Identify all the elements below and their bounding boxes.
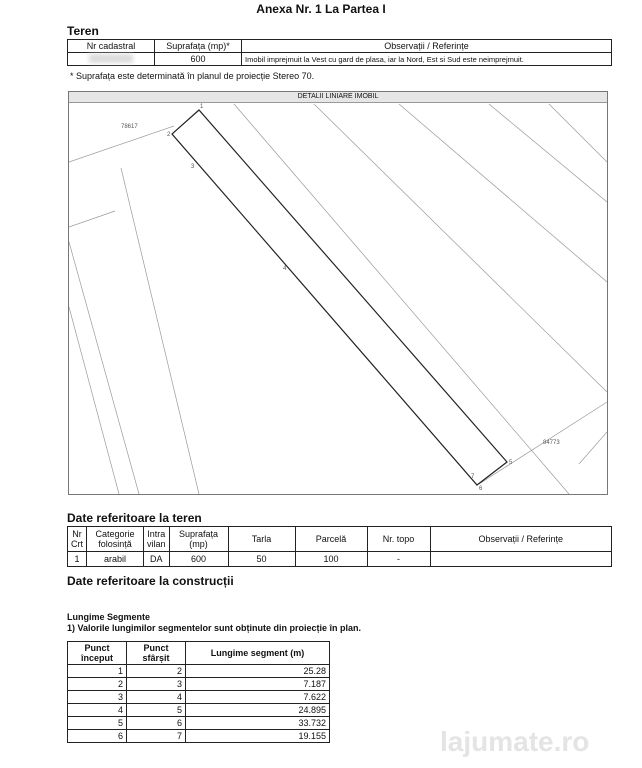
length-cell: 7.187 <box>186 678 330 691</box>
intravilan-value: DA <box>144 552 170 567</box>
suprafata-value: 600 <box>169 552 228 567</box>
col-categorie: Categorie folosință <box>87 527 144 552</box>
table-row <box>68 717 330 730</box>
teren-heading: Teren <box>67 24 99 38</box>
vertex-label: 6 <box>479 486 483 492</box>
col-parcela: Parcelă <box>295 527 367 552</box>
observatii-value <box>430 552 611 567</box>
end-cell: 3 <box>127 678 186 691</box>
nr-crt-value: 1 <box>68 552 87 567</box>
parcela-value: 100 <box>295 552 367 567</box>
col-suprafata: Suprafața (mp)* <box>155 40 242 53</box>
map-header: DETALII LINIARE IMOBIL <box>69 92 607 103</box>
vertex-label: 7 <box>471 474 475 480</box>
vertex-label: 4 <box>283 266 287 272</box>
suprafata-value: 600 <box>155 53 242 66</box>
segmente-table <box>67 641 330 743</box>
neighbor-label-left: 78617 <box>121 124 138 130</box>
start-cell: 2 <box>68 678 127 691</box>
table-row <box>68 691 330 704</box>
start-cell: 6 <box>68 730 127 743</box>
col-punct-sfarsit: Punct sfârșit <box>127 642 186 665</box>
end-cell: 6 <box>127 717 186 730</box>
vertex-label: 3 <box>191 164 195 170</box>
parcel-map <box>69 92 607 494</box>
nr-topo-value: - <box>367 552 430 567</box>
end-cell: 2 <box>127 665 186 678</box>
neighbor-label-right: 84773 <box>543 440 560 446</box>
col-observatii: Observații / Referințe <box>242 40 612 53</box>
length-cell: 25.28 <box>186 665 330 678</box>
length-cell: 33.732 <box>186 717 330 730</box>
table-row <box>68 704 330 717</box>
length-cell: 7.622 <box>186 691 330 704</box>
col-lungime: Lungime segment (m) <box>186 642 330 665</box>
categorie-value: arabil <box>87 552 144 567</box>
col-nr-crt: Nr Crt <box>68 527 87 552</box>
table-row <box>68 730 330 743</box>
start-cell: 5 <box>68 717 127 730</box>
table-row <box>68 665 330 678</box>
date-teren-heading: Date referitoare la teren <box>67 511 202 525</box>
redacted-blur <box>89 54 133 63</box>
segmente-subtitle: 1) Valorile lungimilor segmentelor sunt obținute din proiecție în plan. <box>67 623 362 633</box>
nr-cadastral-value <box>68 53 155 66</box>
start-cell: 3 <box>68 691 127 704</box>
table-row <box>68 678 330 691</box>
tarla-value: 50 <box>228 552 295 567</box>
vertex-label: 2 <box>167 132 171 138</box>
teren-note: * Suprafața este determinată în planul de proiecție Stereo 70. <box>70 71 315 81</box>
col-nr-topo: Nr. topo <box>367 527 430 552</box>
col-intravilan: Intra vilan <box>144 527 170 552</box>
start-cell: 4 <box>68 704 127 717</box>
col-punct-inceput: Punct început <box>68 642 127 665</box>
length-cell: 24.895 <box>186 704 330 717</box>
document-title: Anexa Nr. 1 La Partea I <box>256 2 386 16</box>
start-cell: 1 <box>68 665 127 678</box>
parcel-polygon <box>172 110 507 485</box>
neighbor-lines <box>69 104 607 494</box>
end-cell: 5 <box>127 704 186 717</box>
col-tarla: Tarla <box>228 527 295 552</box>
teren-table <box>67 39 612 66</box>
observatii-value: Imobil imprejmuit la Vest cu gard de plasa, iar la Nord, Est si Sud este neimprejmuit. <box>242 53 612 66</box>
vertex-label: 1 <box>200 104 204 110</box>
length-cell: 19.155 <box>186 730 330 743</box>
end-cell: 7 <box>127 730 186 743</box>
watermark-logo: lajumate.ro <box>440 726 590 757</box>
col-observatii: Observații / Referințe <box>430 527 611 552</box>
map-panel <box>68 91 608 495</box>
col-nr-cadastral: Nr cadastral <box>68 40 155 53</box>
date-constructii-heading: Date referitoare la construcții <box>67 574 234 588</box>
segmente-title: Lungime Segmente <box>67 612 151 622</box>
vertex-label: 5 <box>509 460 513 466</box>
col-suprafata: Suprafața (mp) <box>169 527 228 552</box>
end-cell: 4 <box>127 691 186 704</box>
date-teren-table <box>67 526 612 567</box>
